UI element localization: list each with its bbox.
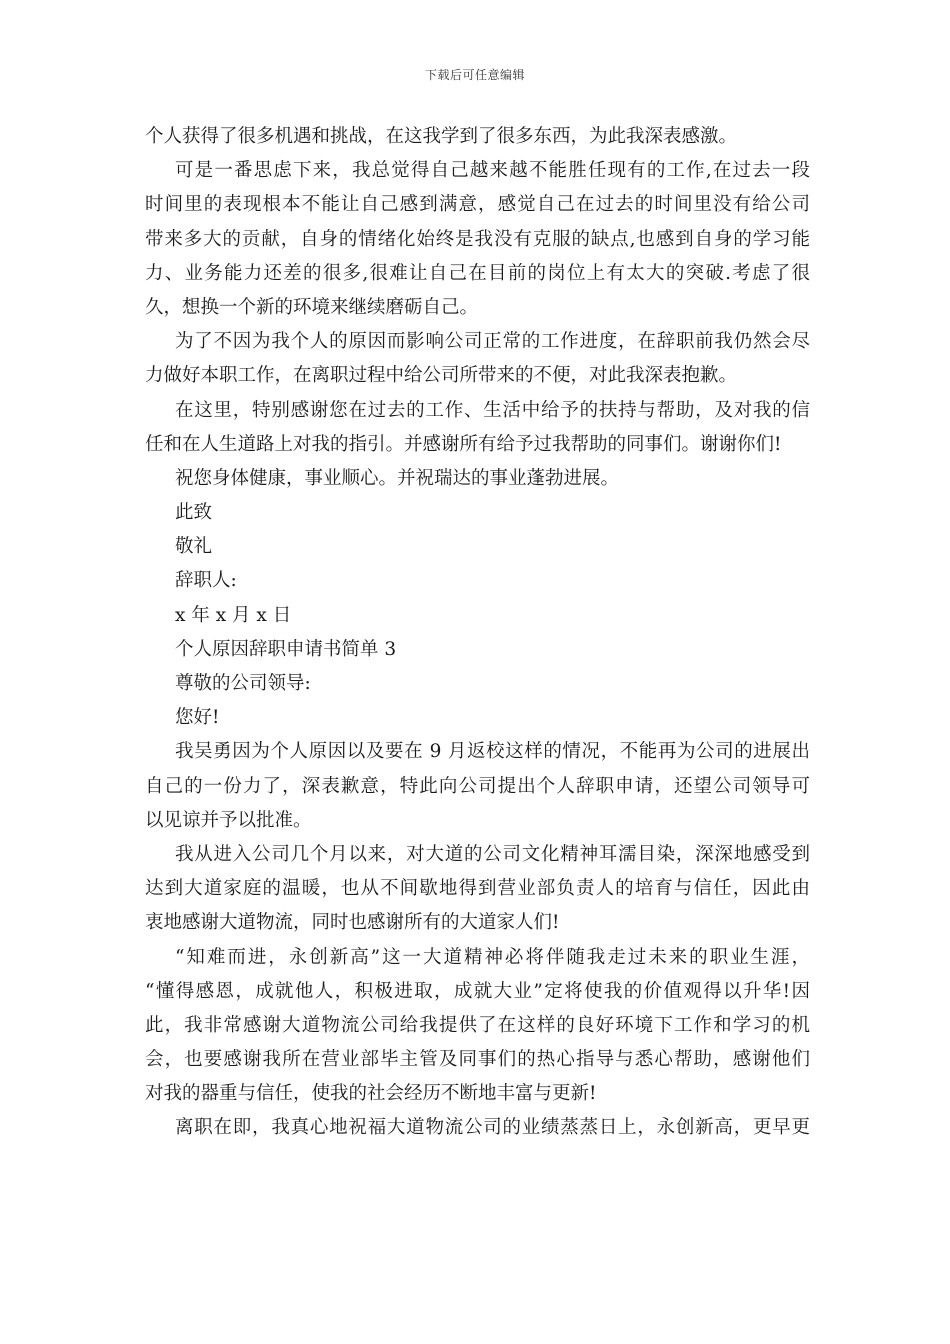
text-line: 久，想换一个新的环境来继续磨砺自己。 [145,296,479,318]
text-line: 离职在即，我真心地祝福大道物流公司的业绩蒸蒸日上，永创新高，更早更 [175,1117,810,1139]
text-line: “知难而进，永创新高”这一大道精神必将伴随我走过未来的职业生涯， [175,946,810,968]
text-line: 时间里的表现根本不能让自己感到满意，感觉自己在过去的时间里没有给公司 [145,194,810,216]
text-line: 个人获得了很多机遇和挑战，在这我学到了很多东西，为此我深表感激。 [145,126,738,147]
text-line: 在这里，特别感谢您在过去的工作、生活中给予的扶持与帮助，及对我的信 [175,399,810,421]
text-line: 衷地感谢大道物流，同时也感谢所有的大道家人们! [145,912,560,934]
text-line: 会，也要感谢我所在营业部毕主管及同事们的热心指导与悉心帮助，感谢他们 [145,1049,810,1071]
text-line: 尊敬的公司领导: [175,673,311,694]
text-line: “懂得感恩，成就他人，积极进取，成就大业”定将使我的价值观得以升华!因 [145,980,810,1002]
text-line: 您好! [175,707,220,729]
page-header: 下载后可任意编辑 [424,68,525,82]
text-line: 可是一番思虑下来，我总觉得自己越来越不能胜任现有的工作,在过去一段 [175,160,810,182]
text-line: 对我的器重与信任，使我的社会经历不断地丰富与更新! [145,1083,597,1105]
text-line: 辞职人: [175,570,237,592]
text-line: 此致 [175,502,213,524]
text-line: 力做好本职工作，在离职过程中给公司所带来的不便，对此我深表抱歉。 [145,365,738,387]
text-line: 此，我非常感谢大道物流公司给我提供了在这样的良好环境下工作和学习的机 [145,1014,810,1036]
text-line: 自己的一份力了，深表歉意，特此向公司提出个人辞职申请，还望公司领导可 [145,775,810,797]
document-body [145,120,810,1146]
text-line: 敬礼 [175,536,213,558]
text-line: 为了不因为我个人的原因而影响公司正常的工作进度，在辞职前我仍然会尽 [175,331,810,353]
section-title: 个人原因辞职申请书简单 3 [175,638,397,660]
text-line: 以见谅并予以批准。 [145,809,312,831]
text-line: 达到大道家庭的温暖，也从不间歇地得到营业部负责人的培育与信任，因此由 [145,878,810,900]
text-line: 带来多大的贡献，自身的情绪化始终是我没有克服的缺点,也感到自身的学习能 [145,228,810,250]
text-line: x 年 x 月 x 日 [175,604,292,626]
text-line: 力、业务能力还差的很多,很难让自己在目前的岗位上有太大的突破.考虑了很 [145,262,810,284]
text-line: 我从进入公司几个月以来，对大道的公司文化精神耳濡目染，深深地感受到 [175,843,810,865]
text-line: 我吴勇因为个人原因以及要在 9 月返校这样的情况，不能再为公司的进展出 [175,741,810,763]
text-line: 祝您身体健康，事业顺心。并祝瑞达的事业蓬勃进展。 [175,467,620,489]
text-line: 任和在人生道路上对我的指引。并感谢所有给予过我帮助的同事们。谢谢你们! [145,433,782,455]
